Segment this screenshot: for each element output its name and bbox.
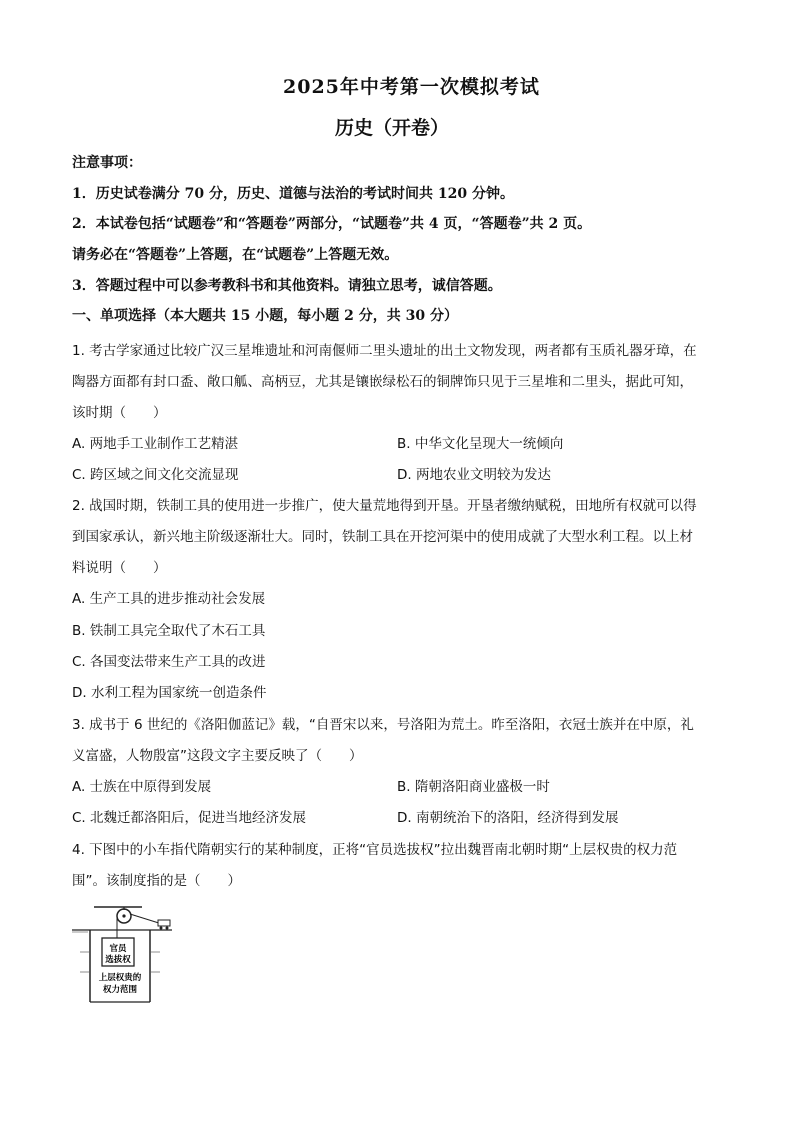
notes-item-2-cont: 请务必在“答题卷”上答题，在“试题卷”上答题无效。 [72,247,399,263]
question-4-line-2: 围”。该制度指的是（ ） [72,873,241,889]
question-3-line-2: 义富盛，人物殷富”这段文字主要反映了（ ） [72,748,363,764]
question-2-option-d[interactable]: D. 水利工程为国家统一创造条件 [72,685,267,701]
exam-subtitle: 历史（开卷） [335,117,450,139]
question-1-line-2: 陶器方面都有封口盉、敞口觚、高柄豆，尤其是镶嵌绿松石的铜牌饰只见于三星堆和二里头，据此可知， [72,374,693,390]
exam-title: 2025年中考第一次模拟考试 [283,76,540,98]
question-2-line-3: 料说明（ ） [72,560,167,576]
question-2-line-1: 2. 战国时期，铁制工具的使用进一步推广，使大量荒地得到开垦。开垦者缴纳赋税，田地所有权就可以得 [72,498,697,514]
question-2-option-a[interactable]: A. 生产工具的进步推动社会发展 [72,591,266,607]
question-3-option-b[interactable]: B. 隋朝洛阳商业盛极一时 [397,779,550,795]
figure-label-upper-class: 上层权贵的 [98,973,142,983]
question-4-line-1: 4. 下图中的小车指代隋朝实行的某种制度，正将“官员选拔权”拉出魏晋南北朝时期“上层权贵的权力范 [72,842,678,858]
figure-label-official: 官员 [109,944,127,954]
question-1-line-3: 该时期（ ） [72,405,167,421]
question-1-option-d[interactable]: D. 两地农业文明较为发达 [397,467,551,483]
question-1-option-a[interactable]: A. 两地手工业制作工艺精湛 [72,436,239,452]
notes-heading: 注意事项： [72,155,142,171]
figure-label-selection-power: 选拔权 [105,955,131,965]
question-3-option-d[interactable]: D. 南朝统治下的洛阳，经济得到发展 [397,810,619,826]
question-3-line-1: 3. 成书于 6 世纪的《洛阳伽蓝记》载，“自晋宋以来，号洛阳为荒土。昨至洛阳，衣冠士族并在中原，礼 [72,717,694,733]
question-1-line-1: 1. 考古学家通过比较广汉三星堆遗址和河南偃师二里头遗址的出土文物发现，两者都有玉质礼器牙璋，在 [72,343,697,359]
question-1-option-b[interactable]: B. 中华文化呈现大一统倾向 [397,436,564,452]
question-1-option-c[interactable]: C. 跨区域之间文化交流显现 [72,467,239,483]
cart-icon [158,920,170,926]
notes-item-3: 3．答题过程中可以参考教科书和其他资料。请独立思考，诚信答题。 [72,278,502,294]
question-2-option-c[interactable]: C. 各国变法带来生产工具的改进 [72,654,266,670]
notes-item-1: 1．历史试卷满分 70 分，历史、道德与法治的考试时间共 120 分钟。 [72,186,514,202]
section-heading: 一、单项选择（本大题共 15 小题，每小题 2 分，共 30 分） [72,308,458,324]
question-4-figure [72,902,172,1008]
question-2-line-2: 到国家承认，新兴地主阶级逐渐壮大。同时，铁制工具在开挖河渠中的使用成就了大型水利工程。以上材 [72,529,693,545]
question-2-option-b[interactable]: B. 铁制工具完全取代了木石工具 [72,623,266,639]
notes-item-2: 2．本试卷包括“试题卷”和“答题卷”两部分，“试题卷”共 4 页，“答题卷”共 2 页。 [72,216,592,232]
question-3-option-c[interactable]: C. 北魏迁都洛阳后，促进当地经济发展 [72,810,307,826]
figure-label-power-range: 权力范围 [102,985,138,995]
question-3-option-a[interactable]: A. 士族在中原得到发展 [72,779,212,795]
